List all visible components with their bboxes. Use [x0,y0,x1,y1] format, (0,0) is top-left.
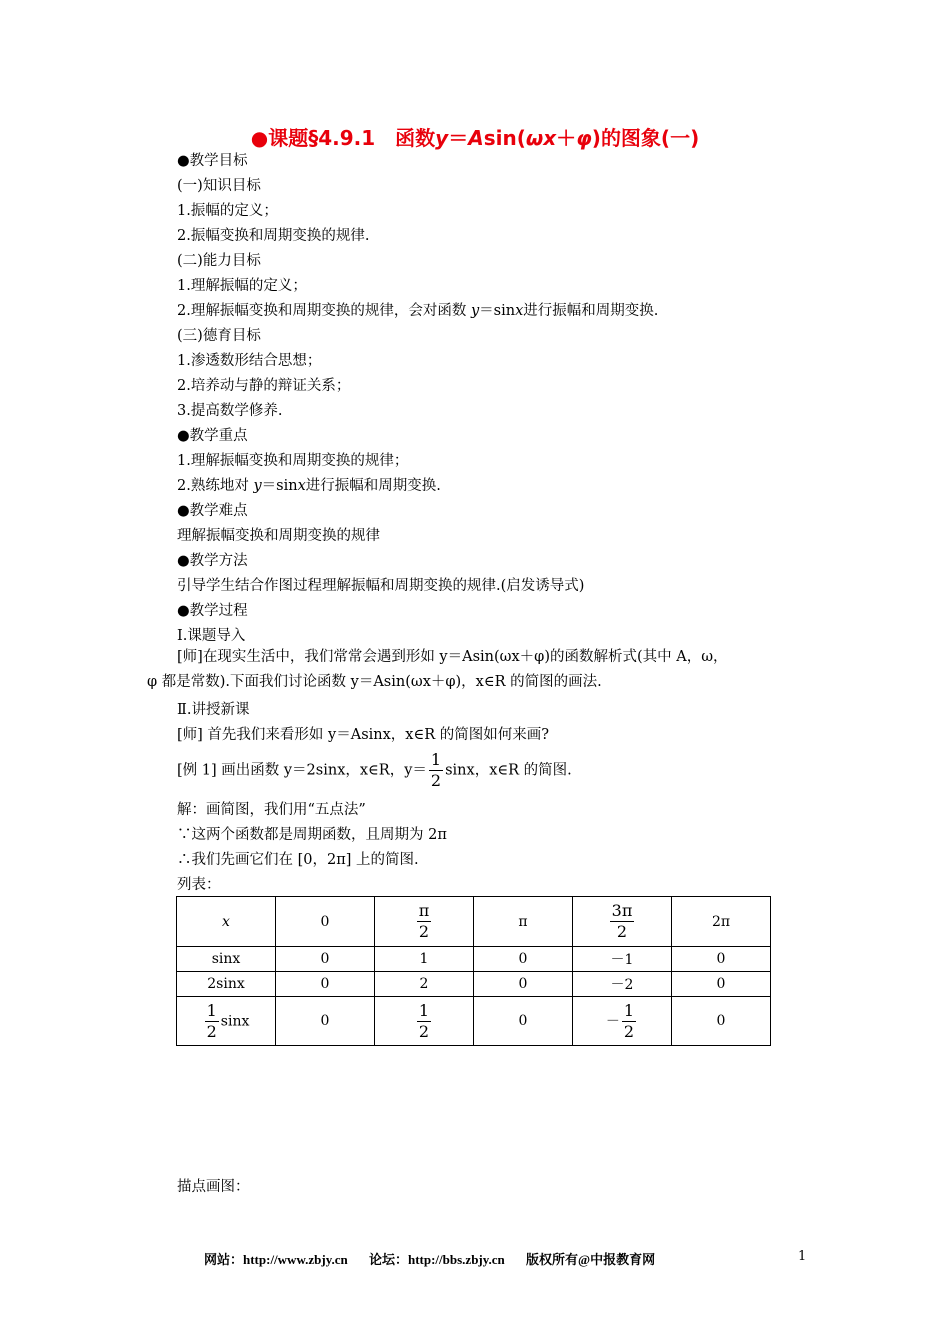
text-span: ＝sin [479,303,516,319]
fraction-3pi-2 [610,901,635,942]
text-line: 1.振幅的定义； [177,203,278,219]
value-table [176,896,771,1046]
text-span: sinx，x∈R 的简图. [445,762,572,779]
text-line: [师] 首先我们来看形如 y＝Asinx，x∈R 的简图如何来画? [177,727,549,743]
section-heading: ●教学难点 [177,503,248,519]
table-cell: 0 [672,997,771,1046]
text-line: [师]在现实生活中，我们常常会遇到形如 y＝Asin(ωx＋φ)的函数解析式(其中 A，ω， [177,649,728,665]
title-eq: ＝ [448,126,469,150]
denominator: 2 [418,922,430,941]
numerator: 1 [430,750,442,769]
denominator: 2 [418,1021,430,1041]
numerator: 1 [623,1000,635,1020]
text-line: 2.振幅变换和周期变换的规律. [177,228,370,244]
numerator: π [418,901,430,920]
text-line: ∵这两个函数都是周期函数，且周期为 2π [177,827,447,843]
var-x: x [515,303,524,319]
table-cell: 0 [672,947,771,972]
table-cell [177,897,276,947]
table-cell: π [474,897,573,947]
lesson-title [0,122,950,151]
table-cell: 0 [276,997,375,1046]
numerator: 1 [206,1000,217,1020]
table-cell: sinx [177,947,276,972]
footer-forum: 论坛：http://bbs.zbjy.cn [368,1252,505,1267]
footer-copyright: 版权所有@中报教育网 [526,1252,656,1267]
text-line: φ 都是常数).下面我们讨论函数 y＝Asin(ωx＋φ)，x∈R 的简图的画法. [147,674,602,690]
footer-site: 网站：http://www.zbjy.cn [204,1252,348,1267]
table-cell: 0 [474,947,573,972]
denominator: 2 [616,922,628,941]
title-a: A [468,126,484,150]
text-line [177,301,658,321]
page-number: 1 [798,1249,807,1264]
table-cell: 0 [474,972,573,997]
table-row [177,897,771,947]
numerator: 1 [418,1000,430,1020]
title-phi: φ [576,126,592,150]
text-line [177,476,441,496]
title-suffix: )的图象(一) [591,126,700,150]
minus-sign: － [605,1013,620,1029]
text-line: 1.理解振幅变换和周期变换的规律； [177,453,409,469]
text-span: 进行振幅和周期变换. [305,478,441,494]
table-cell: 0 [474,997,573,1046]
table-cell: 2π [672,897,771,947]
text-span: 2.熟练地对 [177,478,254,494]
table-cell: －1 [573,947,672,972]
example-line [177,750,572,791]
fraction-half [622,1001,636,1042]
subheading: (一)知识目标 [177,178,261,194]
table-cell [573,897,672,947]
cell-text: x [222,913,230,930]
text-line: 1.理解振幅的定义； [177,278,307,294]
page-footer [204,1249,673,1268]
title-plus: ＋ [556,126,577,150]
section-heading: ●教学过程 [177,603,248,619]
title-y: y [435,126,449,150]
table-cell [177,997,276,1046]
subheading: Ⅰ.课题导入 [177,628,246,644]
text-line: 描点画图： [177,1179,250,1195]
denominator: 2 [623,1021,635,1041]
var-x: x [297,478,306,494]
table-cell: 0 [276,897,375,947]
title-omega: ω [525,126,544,150]
denominator: 2 [206,1021,217,1041]
numerator: 3π [611,901,633,920]
table-cell: 0 [672,972,771,997]
table-cell: 0 [276,947,375,972]
table-cell: 2sinx [177,972,276,997]
var-y: y [470,303,480,319]
var-y: y [253,478,262,494]
fraction-pi-2 [417,901,432,942]
fraction-half [429,750,443,791]
table-row [177,972,771,997]
text-line: 引导学生结合作图过程理解振幅和周期变换的规律.(启发诱导式) [177,578,585,594]
table-row [177,947,771,972]
subheading: Ⅱ.讲授新课 [177,702,250,718]
text-span: [例 1] 画出函数 y＝2sinx，x∈R，y＝ [177,762,427,779]
text-span: 2.理解振幅变换和周期变换的规律，会对函数 [177,303,471,319]
table-row [177,997,771,1046]
table-cell [573,997,672,1046]
section-heading: ●教学目标 [177,153,248,169]
section-heading: ●教学方法 [177,553,248,569]
text-line: ∴我们先画它们在 [0，2π] 上的简图. [177,852,419,868]
table-cell: 1 [375,947,474,972]
text-line: 列表： [177,877,221,893]
fraction-half [205,1001,219,1042]
table-cell: 0 [276,972,375,997]
table-cell: －2 [573,972,672,997]
text-line: 理解振幅变换和周期变换的规律 [177,528,380,544]
text-span: 进行振幅和周期变换. [523,303,659,319]
cell-text: sinx [220,1013,250,1029]
text-line: 3.提高数学修养. [177,403,283,419]
table-cell [375,897,474,947]
text-line: 1.渗透数形结合思想； [177,353,322,369]
table-cell [375,997,474,1046]
text-span: ＝sin [261,478,298,494]
text-line: 2.培养动与静的辩证关系； [177,378,351,394]
text-line: 解：画简图，我们用“五点法” [177,802,366,818]
title-sin: sin( [483,126,526,150]
title-x: x [543,126,557,150]
subheading: (二)能力目标 [177,253,261,269]
title-prefix: ●课题§4.9.1 函数 [250,126,436,150]
subheading: (三)德育目标 [177,328,261,344]
fraction-half [417,1001,431,1042]
denominator: 2 [430,771,442,790]
table-cell: 2 [375,972,474,997]
section-heading: ●教学重点 [177,428,248,444]
